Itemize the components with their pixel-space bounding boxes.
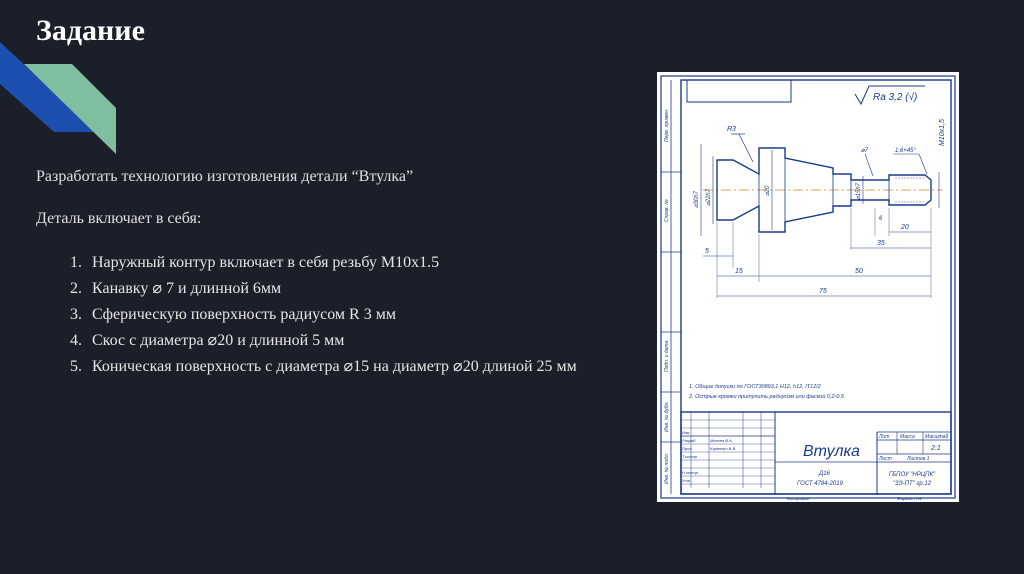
diameter-label: ⌀15h7 (856, 183, 862, 200)
drawing-svg (657, 72, 959, 502)
part-name: Втулка (803, 443, 860, 460)
task-description (36, 168, 656, 382)
format-label: Формат А4 (897, 496, 922, 501)
thread-label: M10x1,5 (939, 119, 946, 146)
decorative-accent-shape (0, 42, 120, 162)
dimension-label: 50 (855, 268, 863, 275)
side-label: Перв. примен. (664, 108, 670, 142)
side-label: Подп. и дата (664, 340, 670, 372)
list-item: 2. Канавку ⌀ 7 и длинной 6мм (86, 278, 656, 300)
sheet-label: Листов 1 (907, 456, 930, 462)
radius-label: R3 (727, 126, 736, 133)
tech-note: 2. Острые кромки притупить радиусом или фаской 0,2-0,5 (689, 394, 845, 400)
stamp-row-label: Пров. (682, 446, 693, 451)
list-item: 5. Коническая поверхность с диаметра ⌀15 на диаметр ⌀20 длиной 25 мм (86, 356, 656, 378)
diameter-label: ⌀7 (861, 148, 868, 154)
stamp-row-label: Разраб. (682, 438, 697, 443)
includes-label: Деталь включает в себя: (36, 210, 202, 227)
title-header: Лит (879, 434, 890, 440)
stamp-row-label: Утв. (682, 478, 692, 483)
top-left-box (687, 80, 791, 102)
chamfer-label: 1,6×45° (895, 148, 916, 154)
group-label: "3Э-ПТ" гр.12 (893, 481, 932, 487)
scale-value: 2:1 (931, 445, 941, 452)
roughness-label: Ra 3,2 (√) (873, 92, 918, 103)
dimension-label: 35 (877, 240, 885, 247)
side-label: Инв. № подл. (664, 452, 670, 484)
technical-drawing (657, 72, 959, 502)
stamp-row-label: Н.контр. (682, 470, 699, 475)
dimension-label: 5 (705, 248, 709, 255)
diameter-label: ⌀30h7 (694, 191, 700, 208)
diameter-label: ⌀22h7 (706, 189, 712, 206)
copy-label: Копировал (787, 496, 810, 501)
title-header: Масса (900, 434, 915, 440)
side-label: Справ. № (664, 199, 670, 222)
material-label: Д16 (819, 471, 830, 477)
list-item: 1. Наружный контур включает в себя резьбу М10х1.5 (86, 252, 656, 274)
list-item: 3. Сферическую поверхность радиусом R 3 мм (86, 304, 656, 326)
stamp-row-label: Изм (682, 430, 690, 435)
dimension-label: 6 (879, 216, 883, 222)
sheet-label: Лист (879, 456, 892, 462)
task-intro: Разработать технологию изготовления детали “Втулка” (36, 168, 414, 185)
dimension-label: 20 (901, 224, 909, 231)
organization-label: ГБПОУ "НРЦПК" (889, 472, 936, 478)
side-label: Инв. № дубл. (664, 401, 670, 432)
stamp-name: Манчев В.А. (710, 438, 733, 443)
standard-label: ГОСТ 4784-2019 (797, 481, 843, 487)
dimension-label: 15 (735, 268, 743, 275)
stamp-row-label: Т.контр. (682, 454, 699, 459)
title-header: Масштаб (925, 434, 949, 440)
requirements-list (36, 252, 656, 378)
slide-title: Задание (36, 14, 145, 47)
stamp-name: Карпенко В.В. (710, 446, 737, 451)
dimension-label: 75 (819, 288, 827, 295)
diameter-label: ⌀20 (765, 185, 771, 196)
tech-note: 1. Общие допуски по ГОСТ30893.1 H12, h12, IT12/2 (689, 384, 821, 390)
list-item: 4. Скос с диаметра ⌀20 и длинной 5 мм (86, 330, 656, 352)
